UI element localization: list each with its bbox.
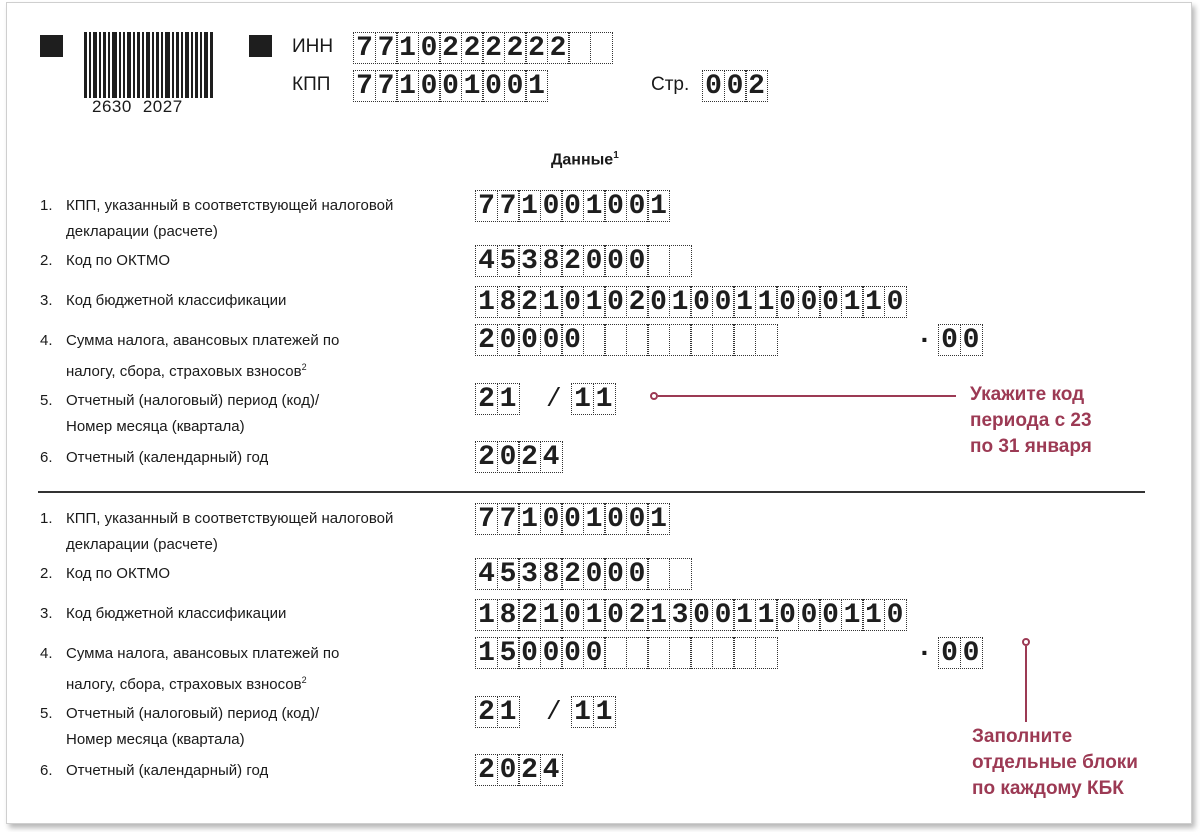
callout-period-line3: по 31 января <box>970 436 1092 457</box>
form-cell[interactable]: 0 <box>960 324 983 356</box>
form-cell[interactable]: 0 <box>604 245 627 277</box>
b1-kbk-num: 3. <box>40 292 53 309</box>
form-cell[interactable]: 1 <box>733 599 756 631</box>
b2-sum-num: 4. <box>40 645 53 662</box>
b1-sum-decimal: . <box>916 320 933 351</box>
b1-oktmo-cells[interactable] <box>475 245 690 277</box>
form-cell[interactable]: 1 <box>497 696 520 728</box>
form-cell[interactable]: 0 <box>504 70 527 102</box>
b1-year-label <box>40 445 268 471</box>
form-cell[interactable]: 7 <box>353 32 376 64</box>
form-cell[interactable]: 2 <box>626 599 649 631</box>
form-cell[interactable]: 0 <box>819 599 842 631</box>
form-cell[interactable] <box>733 324 756 356</box>
b2-oktmo-row-label <box>40 561 170 587</box>
form-cell[interactable]: 0 <box>960 637 983 669</box>
form-cell[interactable]: 1 <box>497 383 520 415</box>
b1-period-slash: / <box>546 384 562 414</box>
callout-kbk-leader <box>1025 646 1027 722</box>
form-cell[interactable]: 3 <box>518 558 541 590</box>
b2-period-line1: Отчетный (налоговый) период (код)/ <box>66 705 320 722</box>
form-cell[interactable]: 1 <box>862 286 885 318</box>
form-cell[interactable]: 0 <box>497 441 520 473</box>
form-cell[interactable]: 0 <box>518 324 541 356</box>
b2-kbk-text: Код бюджетной классификации <box>66 605 287 622</box>
form-cell[interactable]: 1 <box>647 599 670 631</box>
form-cell[interactable]: 0 <box>540 637 563 669</box>
form-cell[interactable]: 0 <box>776 599 799 631</box>
form-cell[interactable]: 0 <box>604 558 627 590</box>
form-cell[interactable] <box>712 324 735 356</box>
form-cell[interactable]: 7 <box>497 190 520 222</box>
b2-sum-kopecks[interactable] <box>938 637 981 669</box>
form-cell[interactable]: 0 <box>583 558 606 590</box>
b2-sum-line1: Сумма налога, авансовых платежей по <box>66 645 340 662</box>
form-cell[interactable]: 5 <box>497 558 520 590</box>
form-cell[interactable]: 7 <box>353 70 376 102</box>
b1-period-month[interactable] <box>571 383 614 415</box>
form-cell[interactable]: 2 <box>482 32 505 64</box>
form-cell[interactable]: 5 <box>497 245 520 277</box>
form-cell[interactable]: 2 <box>525 32 548 64</box>
form-cell[interactable]: 0 <box>798 286 821 318</box>
kpp-cells[interactable] <box>353 70 547 102</box>
b1-sum-kopecks[interactable] <box>938 324 981 356</box>
b1-period-line2: Номер месяца (квартала) <box>66 418 245 435</box>
form-cell[interactable]: 0 <box>626 190 649 222</box>
form-cell[interactable]: 2 <box>518 441 541 473</box>
form-cell[interactable]: 7 <box>375 32 398 64</box>
form-cell[interactable]: 2 <box>475 696 498 728</box>
callout-period <box>970 382 1092 460</box>
form-cell[interactable]: 0 <box>418 32 441 64</box>
b1-sum-line2: налогу, сбора, страховых взносов <box>66 363 302 380</box>
callout-kbk <box>972 724 1138 802</box>
form-cell[interactable]: 0 <box>418 70 441 102</box>
b2-year-cells[interactable] <box>475 754 561 786</box>
form-cell[interactable] <box>583 324 606 356</box>
form-cell[interactable]: 1 <box>583 190 606 222</box>
b2-period-slash: / <box>546 697 562 727</box>
form-cell[interactable] <box>690 324 713 356</box>
form-cell[interactable]: 0 <box>583 245 606 277</box>
callout-period-dot <box>650 392 658 400</box>
form-cell[interactable]: 2 <box>504 32 527 64</box>
b1-period-code[interactable] <box>475 383 518 415</box>
form-cell[interactable]: 1 <box>669 286 692 318</box>
form-cell[interactable]: 0 <box>561 637 584 669</box>
form-cell[interactable]: 0 <box>561 599 584 631</box>
blocks-divider <box>38 491 1145 493</box>
form-cell[interactable]: 1 <box>593 696 616 728</box>
form-cell[interactable]: 0 <box>561 324 584 356</box>
form-cell[interactable]: 1 <box>841 286 864 318</box>
form-cell[interactable]: 0 <box>497 754 520 786</box>
form-cell[interactable]: 1 <box>518 503 541 535</box>
form-cell[interactable] <box>669 245 692 277</box>
b1-kbk-cells[interactable] <box>475 286 905 318</box>
kpp-label: КПП <box>292 74 331 95</box>
form-cell[interactable]: 7 <box>475 190 498 222</box>
form-cell[interactable]: 2 <box>475 324 498 356</box>
form-cell[interactable]: 0 <box>712 599 735 631</box>
b1-period-num: 5. <box>40 392 53 409</box>
form-cell[interactable]: 2 <box>475 383 498 415</box>
form-cell[interactable]: 7 <box>497 503 520 535</box>
b1-sum-footnote: 2 <box>301 362 307 372</box>
form-cell[interactable]: 0 <box>724 70 747 102</box>
form-cell[interactable] <box>626 637 649 669</box>
form-cell[interactable]: 4 <box>540 441 563 473</box>
form-cell[interactable]: 8 <box>497 286 520 318</box>
b1-period-line1: Отчетный (налоговый) период (код)/ <box>66 392 320 409</box>
form-cell[interactable]: 1 <box>571 696 594 728</box>
b2-period-label <box>40 701 319 753</box>
b1-kpp-cells[interactable] <box>475 190 669 222</box>
form-cell[interactable]: 0 <box>690 286 713 318</box>
b2-oktmo-cells[interactable] <box>475 558 690 590</box>
b1-sum-label <box>40 328 339 385</box>
b2-kpp-line1: КПП, указанный в соответствующей налоговой <box>66 510 394 527</box>
form-cell[interactable]: 1 <box>733 286 756 318</box>
form-cell[interactable]: 0 <box>819 286 842 318</box>
form-cell[interactable] <box>669 637 692 669</box>
form-cell[interactable]: 1 <box>841 599 864 631</box>
form-cell[interactable]: 0 <box>482 70 505 102</box>
b1-oktmo-num: 2. <box>40 252 53 269</box>
form-cell[interactable]: 5 <box>497 637 520 669</box>
form-cell[interactable]: 1 <box>583 503 606 535</box>
barcode-number <box>92 97 194 117</box>
form-cell[interactable]: 0 <box>604 190 627 222</box>
form-cell[interactable] <box>568 32 591 64</box>
b1-kpp-label <box>40 193 393 245</box>
form-cell[interactable]: 7 <box>375 70 398 102</box>
b1-kpp-num: 1. <box>40 197 53 214</box>
form-cell[interactable]: 2 <box>518 599 541 631</box>
form-cell[interactable]: 1 <box>461 70 484 102</box>
form-cell[interactable]: 2 <box>475 754 498 786</box>
form-cell[interactable]: 3 <box>518 245 541 277</box>
form-cell[interactable]: 2 <box>561 245 584 277</box>
page-number-cells[interactable] <box>702 70 767 102</box>
b2-year-num: 6. <box>40 762 53 779</box>
callout-period-line1: Укажите код <box>970 384 1085 405</box>
form-cell[interactable]: 1 <box>571 383 594 415</box>
b2-kpp-num: 1. <box>40 510 53 527</box>
b1-kbk-text: Код бюджетной классификации <box>66 292 287 309</box>
form-cell[interactable]: 0 <box>497 324 520 356</box>
form-cell[interactable]: 0 <box>561 286 584 318</box>
form-cell[interactable]: 0 <box>776 286 799 318</box>
form-cell[interactable]: 1 <box>540 599 563 631</box>
b1-kbk-label <box>40 288 286 314</box>
form-cell[interactable] <box>647 558 670 590</box>
form-cell[interactable] <box>604 324 627 356</box>
form-cell[interactable] <box>733 637 756 669</box>
form-cell[interactable] <box>669 558 692 590</box>
b2-kbk-cells[interactable] <box>475 599 905 631</box>
b2-period-line2: Номер месяца (квартала) <box>66 731 245 748</box>
form-cell[interactable]: 8 <box>540 245 563 277</box>
corner-marker-left <box>40 35 63 57</box>
callout-kbk-line1: Заполните <box>972 726 1073 747</box>
section-title-text: Данные <box>551 151 614 169</box>
form-cell[interactable]: 2 <box>461 32 484 64</box>
b1-sum-num: 4. <box>40 332 53 349</box>
b1-sum-line1: Сумма налога, авансовых платежей по <box>66 332 340 349</box>
form-cell[interactable]: 0 <box>712 286 735 318</box>
form-cell[interactable] <box>712 637 735 669</box>
b2-period-code[interactable] <box>475 696 518 728</box>
form-cell[interactable]: 7 <box>475 503 498 535</box>
b2-kpp-line2: декларации (расчете) <box>66 536 218 553</box>
b2-oktmo-label <box>40 248 170 274</box>
b2-sum-footnote: 2 <box>301 675 307 685</box>
form-cell[interactable]: 0 <box>604 599 627 631</box>
b2-sum-cells[interactable] <box>475 637 776 669</box>
b1-year-num: 6. <box>40 449 53 466</box>
b2-kbk-num: 3. <box>40 605 53 622</box>
form-cell[interactable]: 0 <box>798 599 821 631</box>
form-cell[interactable]: 0 <box>938 637 961 669</box>
b2-period-month[interactable] <box>571 696 614 728</box>
form-cell[interactable]: 1 <box>583 286 606 318</box>
form-cell[interactable]: 0 <box>604 503 627 535</box>
form-cell[interactable]: 1 <box>475 599 498 631</box>
form-cell[interactable]: 0 <box>540 503 563 535</box>
form-cell[interactable]: 1 <box>755 599 778 631</box>
form-cell[interactable]: 0 <box>626 245 649 277</box>
form-cell[interactable]: 0 <box>626 503 649 535</box>
corner-marker-right <box>249 35 272 57</box>
callout-kbk-line2: отдельные блоки <box>972 752 1138 773</box>
form-cell[interactable] <box>604 637 627 669</box>
form-cell[interactable]: 0 <box>647 286 670 318</box>
form-cell[interactable]: 4 <box>475 558 498 590</box>
form-cell[interactable]: 1 <box>396 70 419 102</box>
form-cell[interactable]: 1 <box>396 32 419 64</box>
form-cell[interactable]: 0 <box>540 190 563 222</box>
form-cell[interactable]: 2 <box>475 441 498 473</box>
form-cell[interactable]: 1 <box>475 637 498 669</box>
form-cell[interactable] <box>690 637 713 669</box>
form-cell[interactable]: 0 <box>583 637 606 669</box>
page-label: Стр. <box>651 74 690 95</box>
b2-period-num: 5. <box>40 705 53 722</box>
callout-period-line2: периода с 23 <box>970 410 1092 431</box>
form-cell[interactable]: 4 <box>475 245 498 277</box>
form-cell[interactable]: 1 <box>540 286 563 318</box>
form-cell[interactable]: 2 <box>745 70 768 102</box>
form-cell[interactable]: 8 <box>540 558 563 590</box>
b1-year-text: Отчетный (календарный) год <box>66 449 269 466</box>
inn-label: ИНН <box>292 36 334 57</box>
form-cell[interactable]: 1 <box>755 286 778 318</box>
section-title <box>551 150 619 169</box>
form-cell[interactable]: 1 <box>593 383 616 415</box>
callout-period-leader <box>658 395 956 397</box>
callout-kbk-dot <box>1022 638 1030 646</box>
form-cell[interactable]: 0 <box>561 503 584 535</box>
form-cell[interactable] <box>647 245 670 277</box>
form-cell[interactable] <box>590 32 613 64</box>
barcode-number-part1: 2630 <box>92 97 132 116</box>
b1-kpp-line1: КПП, указанный в соответствующей налоговой <box>66 197 394 214</box>
inn-cells[interactable] <box>353 32 611 64</box>
form-cell[interactable]: 8 <box>497 599 520 631</box>
form-cell[interactable] <box>647 637 670 669</box>
b1-period-label <box>40 388 319 440</box>
form-cell[interactable] <box>755 324 778 356</box>
b2-oktmo-num: 2. <box>40 565 53 582</box>
b2-kpp-cells[interactable] <box>475 503 669 535</box>
b2-sum-decimal: . <box>916 633 933 664</box>
form-cell[interactable]: 2 <box>561 558 584 590</box>
form-cell[interactable] <box>755 637 778 669</box>
form-cell[interactable]: 2 <box>518 754 541 786</box>
form-cell[interactable] <box>626 324 649 356</box>
form-cell[interactable]: 2 <box>518 286 541 318</box>
b2-year-label <box>40 758 268 784</box>
form-cell[interactable]: 2 <box>439 32 462 64</box>
form-cell[interactable] <box>669 324 692 356</box>
section-title-footnote: 1 <box>613 150 619 161</box>
form-cell[interactable]: 0 <box>561 190 584 222</box>
form-cell[interactable]: 0 <box>938 324 961 356</box>
barcode-number-part2: 2027 <box>142 97 183 116</box>
b2-oktmo-text: Код по ОКТМО <box>66 565 171 582</box>
b1-year-cells[interactable] <box>475 441 561 473</box>
form-cell[interactable]: 1 <box>475 286 498 318</box>
form-cell[interactable]: 0 <box>884 286 907 318</box>
form-cell[interactable]: 0 <box>439 70 462 102</box>
form-cell[interactable]: 0 <box>540 324 563 356</box>
callout-kbk-line3: по каждому КБК <box>972 778 1124 799</box>
form-cell[interactable]: 1 <box>525 70 548 102</box>
b2-sum-line2: налогу, сбора, страховых взносов <box>66 676 302 693</box>
form-cell[interactable]: 0 <box>690 599 713 631</box>
b2-kpp-label <box>40 506 393 558</box>
form-cell[interactable]: 4 <box>540 754 563 786</box>
form-cell[interactable]: 2 <box>547 32 570 64</box>
form-cell[interactable]: 1 <box>647 503 670 535</box>
b1-oktmo-text: Код по ОКТМО <box>66 252 171 269</box>
b2-year-text: Отчетный (календарный) год <box>66 762 269 779</box>
form-cell[interactable]: 0 <box>626 558 649 590</box>
b1-kpp-line2: декларации (расчете) <box>66 223 218 240</box>
form-cell[interactable]: 0 <box>702 70 725 102</box>
form-cell[interactable]: 0 <box>518 637 541 669</box>
form-cell[interactable]: 0 <box>884 599 907 631</box>
barcode-icon <box>84 32 214 98</box>
b1-sum-cells[interactable] <box>475 324 776 356</box>
form-cell[interactable]: 1 <box>647 190 670 222</box>
form-cell[interactable]: 1 <box>583 599 606 631</box>
form-cell[interactable]: 1 <box>862 599 885 631</box>
form-cell[interactable] <box>647 324 670 356</box>
form-cell[interactable]: 0 <box>604 286 627 318</box>
form-cell[interactable]: 3 <box>669 599 692 631</box>
b2-sum-label <box>40 641 339 698</box>
b2-kbk-label <box>40 601 286 627</box>
form-cell[interactable]: 2 <box>626 286 649 318</box>
form-cell[interactable]: 1 <box>518 190 541 222</box>
